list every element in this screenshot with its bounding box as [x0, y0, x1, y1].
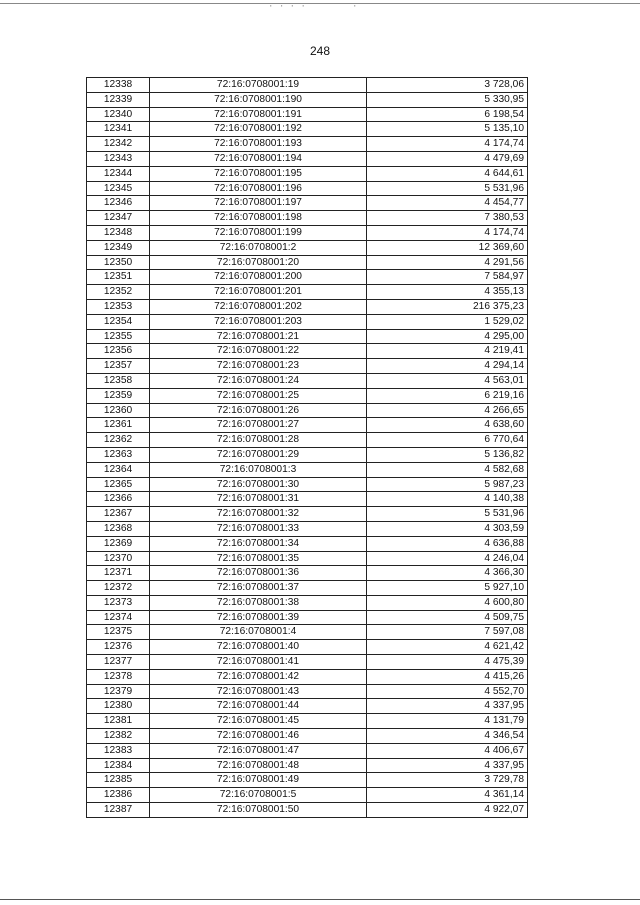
value-cell: 4 131,79 — [367, 714, 528, 729]
cadastral-number-cell: 72:16:0708001:47 — [150, 743, 367, 758]
value-cell: 4 475,39 — [367, 655, 528, 670]
scan-artifact-mark: · — [352, 2, 358, 12]
table-row — [87, 151, 528, 166]
record-number-cell: 12380 — [87, 699, 150, 714]
cadastral-number-cell: 72:16:0708001:3 — [150, 462, 367, 477]
record-number-cell: 12383 — [87, 743, 150, 758]
record-number-cell: 12376 — [87, 640, 150, 655]
record-number-cell: 12354 — [87, 314, 150, 329]
table-row — [87, 581, 528, 596]
value-cell: 6 219,16 — [367, 388, 528, 403]
table-row — [87, 314, 528, 329]
value-cell: 5 987,23 — [367, 477, 528, 492]
record-number-cell: 12345 — [87, 181, 150, 196]
cadastral-number-cell: 72:16:0708001:2 — [150, 240, 367, 255]
cadastral-number-cell: 72:16:0708001:198 — [150, 211, 367, 226]
record-number-cell: 12375 — [87, 625, 150, 640]
table-row — [87, 225, 528, 240]
value-cell: 4 174,74 — [367, 225, 528, 240]
cadastral-number-cell: 72:16:0708001:46 — [150, 729, 367, 744]
cadastral-number-cell: 72:16:0708001:49 — [150, 773, 367, 788]
cadastral-number-cell: 72:16:0708001:202 — [150, 299, 367, 314]
record-number-cell: 12338 — [87, 78, 150, 93]
value-cell: 4 638,60 — [367, 418, 528, 433]
record-number-cell: 12363 — [87, 447, 150, 462]
value-cell: 5 330,95 — [367, 92, 528, 107]
value-cell: 4 219,41 — [367, 344, 528, 359]
cadastral-number-cell: 72:16:0708001:38 — [150, 595, 367, 610]
cadastral-number-cell: 72:16:0708001:193 — [150, 137, 367, 152]
value-cell: 4 636,88 — [367, 536, 528, 551]
records-table-body — [87, 78, 528, 818]
value-cell: 4 582,68 — [367, 462, 528, 477]
record-number-cell: 12365 — [87, 477, 150, 492]
value-cell: 4 174,74 — [367, 137, 528, 152]
record-number-cell: 12357 — [87, 359, 150, 374]
record-number-cell: 12350 — [87, 255, 150, 270]
record-number-cell: 12349 — [87, 240, 150, 255]
value-cell: 4 337,95 — [367, 699, 528, 714]
cadastral-number-cell: 72:16:0708001:4 — [150, 625, 367, 640]
record-number-cell: 12368 — [87, 521, 150, 536]
record-number-cell: 12352 — [87, 285, 150, 300]
value-cell: 1 529,02 — [367, 314, 528, 329]
table-row — [87, 566, 528, 581]
table-row — [87, 433, 528, 448]
table-row — [87, 107, 528, 122]
value-cell: 4 294,14 — [367, 359, 528, 374]
record-number-cell: 12344 — [87, 166, 150, 181]
record-number-cell: 12347 — [87, 211, 150, 226]
cadastral-number-cell: 72:16:0708001:50 — [150, 803, 367, 818]
cadastral-number-cell: 72:16:0708001:27 — [150, 418, 367, 433]
cadastral-number-cell: 72:16:0708001:30 — [150, 477, 367, 492]
table-row — [87, 595, 528, 610]
value-cell: 6 198,54 — [367, 107, 528, 122]
table-row — [87, 551, 528, 566]
value-cell: 4 600,80 — [367, 595, 528, 610]
cadastral-number-cell: 72:16:0708001:28 — [150, 433, 367, 448]
record-number-cell: 12356 — [87, 344, 150, 359]
value-cell: 4 355,13 — [367, 285, 528, 300]
table-row — [87, 743, 528, 758]
cadastral-number-cell: 72:16:0708001:41 — [150, 655, 367, 670]
cadastral-number-cell: 72:16:0708001:34 — [150, 536, 367, 551]
table-row — [87, 255, 528, 270]
cadastral-number-cell: 72:16:0708001:19 — [150, 78, 367, 93]
table-row — [87, 403, 528, 418]
cadastral-number-cell: 72:16:0708001:26 — [150, 403, 367, 418]
record-number-cell: 12378 — [87, 669, 150, 684]
record-number-cell: 12340 — [87, 107, 150, 122]
value-cell: 7 380,53 — [367, 211, 528, 226]
table-row — [87, 521, 528, 536]
cadastral-number-cell: 72:16:0708001:33 — [150, 521, 367, 536]
table-row — [87, 211, 528, 226]
cadastral-number-cell: 72:16:0708001:201 — [150, 285, 367, 300]
cadastral-number-cell: 72:16:0708001:35 — [150, 551, 367, 566]
record-number-cell: 12377 — [87, 655, 150, 670]
table-row — [87, 669, 528, 684]
table-row — [87, 373, 528, 388]
record-number-cell: 12379 — [87, 684, 150, 699]
table-row — [87, 418, 528, 433]
record-number-cell: 12374 — [87, 610, 150, 625]
table-row — [87, 329, 528, 344]
table-row — [87, 447, 528, 462]
table-row — [87, 78, 528, 93]
table-row — [87, 477, 528, 492]
table-row — [87, 299, 528, 314]
table-row — [87, 196, 528, 211]
cadastral-number-cell: 72:16:0708001:37 — [150, 581, 367, 596]
value-cell: 4 291,56 — [367, 255, 528, 270]
value-cell: 4 361,14 — [367, 788, 528, 803]
cadastral-number-cell: 72:16:0708001:22 — [150, 344, 367, 359]
table-row — [87, 610, 528, 625]
table-row — [87, 344, 528, 359]
record-number-cell: 12339 — [87, 92, 150, 107]
cadastral-number-cell: 72:16:0708001:36 — [150, 566, 367, 581]
table-row — [87, 92, 528, 107]
value-cell: 5 531,96 — [367, 507, 528, 522]
value-cell: 5 927,10 — [367, 581, 528, 596]
record-number-cell: 12367 — [87, 507, 150, 522]
table-row — [87, 684, 528, 699]
scan-artifact-mark: · · · · — [268, 2, 306, 12]
value-cell: 4 644,61 — [367, 166, 528, 181]
record-number-cell: 12343 — [87, 151, 150, 166]
value-cell: 5 136,82 — [367, 447, 528, 462]
records-table — [86, 77, 528, 818]
record-number-cell: 12381 — [87, 714, 150, 729]
table-row — [87, 714, 528, 729]
record-number-cell: 12386 — [87, 788, 150, 803]
value-cell: 4 922,07 — [367, 803, 528, 818]
value-cell: 7 584,97 — [367, 270, 528, 285]
table-row — [87, 285, 528, 300]
table-row — [87, 699, 528, 714]
table-row — [87, 803, 528, 818]
cadastral-number-cell: 72:16:0708001:21 — [150, 329, 367, 344]
record-number-cell: 12369 — [87, 536, 150, 551]
value-cell: 4 479,69 — [367, 151, 528, 166]
value-cell: 12 369,60 — [367, 240, 528, 255]
value-cell: 4 266,65 — [367, 403, 528, 418]
cadastral-number-cell: 72:16:0708001:40 — [150, 640, 367, 655]
value-cell: 4 509,75 — [367, 610, 528, 625]
record-number-cell: 12384 — [87, 758, 150, 773]
table-row — [87, 788, 528, 803]
table-row — [87, 625, 528, 640]
cadastral-number-cell: 72:16:0708001:42 — [150, 669, 367, 684]
table-row — [87, 507, 528, 522]
record-number-cell: 12362 — [87, 433, 150, 448]
cadastral-number-cell: 72:16:0708001:24 — [150, 373, 367, 388]
table-row — [87, 181, 528, 196]
value-cell: 6 770,64 — [367, 433, 528, 448]
value-cell: 7 597,08 — [367, 625, 528, 640]
record-number-cell: 12355 — [87, 329, 150, 344]
table-row — [87, 240, 528, 255]
table-row — [87, 640, 528, 655]
value-cell: 4 621,42 — [367, 640, 528, 655]
record-number-cell: 12359 — [87, 388, 150, 403]
scan-top-edge — [0, 3, 640, 4]
record-number-cell: 12372 — [87, 581, 150, 596]
value-cell: 4 454,77 — [367, 196, 528, 211]
table-row — [87, 359, 528, 374]
record-number-cell: 12351 — [87, 270, 150, 285]
cadastral-number-cell: 72:16:0708001:25 — [150, 388, 367, 403]
cadastral-number-cell: 72:16:0708001:196 — [150, 181, 367, 196]
value-cell: 216 375,23 — [367, 299, 528, 314]
table-row — [87, 773, 528, 788]
cadastral-number-cell: 72:16:0708001:23 — [150, 359, 367, 374]
record-number-cell: 12382 — [87, 729, 150, 744]
value-cell: 4 406,67 — [367, 743, 528, 758]
cadastral-number-cell: 72:16:0708001:44 — [150, 699, 367, 714]
value-cell: 5 531,96 — [367, 181, 528, 196]
cadastral-number-cell: 72:16:0708001:5 — [150, 788, 367, 803]
cadastral-number-cell: 72:16:0708001:20 — [150, 255, 367, 270]
cadastral-number-cell: 72:16:0708001:194 — [150, 151, 367, 166]
table-row — [87, 270, 528, 285]
record-number-cell: 12341 — [87, 122, 150, 137]
cadastral-number-cell: 72:16:0708001:31 — [150, 492, 367, 507]
table-row — [87, 492, 528, 507]
cadastral-number-cell: 72:16:0708001:45 — [150, 714, 367, 729]
record-number-cell: 12385 — [87, 773, 150, 788]
table-row — [87, 655, 528, 670]
cadastral-number-cell: 72:16:0708001:29 — [150, 447, 367, 462]
page-number: 248 — [309, 44, 331, 58]
record-number-cell: 12346 — [87, 196, 150, 211]
value-cell: 4 337,95 — [367, 758, 528, 773]
cadastral-number-cell: 72:16:0708001:191 — [150, 107, 367, 122]
cadastral-number-cell: 72:16:0708001:203 — [150, 314, 367, 329]
cadastral-number-cell: 72:16:0708001:200 — [150, 270, 367, 285]
table-row — [87, 462, 528, 477]
cadastral-number-cell: 72:16:0708001:192 — [150, 122, 367, 137]
table-row — [87, 729, 528, 744]
value-cell: 4 303,59 — [367, 521, 528, 536]
value-cell: 3 729,78 — [367, 773, 528, 788]
record-number-cell: 12370 — [87, 551, 150, 566]
value-cell: 4 246,04 — [367, 551, 528, 566]
record-number-cell: 12364 — [87, 462, 150, 477]
cadastral-number-cell: 72:16:0708001:32 — [150, 507, 367, 522]
cadastral-number-cell: 72:16:0708001:195 — [150, 166, 367, 181]
record-number-cell: 12358 — [87, 373, 150, 388]
scan-bottom-edge — [0, 899, 640, 900]
value-cell: 4 346,54 — [367, 729, 528, 744]
table-row — [87, 388, 528, 403]
cadastral-number-cell: 72:16:0708001:43 — [150, 684, 367, 699]
value-cell: 5 135,10 — [367, 122, 528, 137]
record-number-cell: 12342 — [87, 137, 150, 152]
record-number-cell: 12387 — [87, 803, 150, 818]
value-cell: 4 366,30 — [367, 566, 528, 581]
cadastral-number-cell: 72:16:0708001:197 — [150, 196, 367, 211]
table-row — [87, 536, 528, 551]
record-number-cell: 12371 — [87, 566, 150, 581]
record-number-cell: 12361 — [87, 418, 150, 433]
cadastral-number-cell: 72:16:0708001:190 — [150, 92, 367, 107]
record-number-cell: 12373 — [87, 595, 150, 610]
cadastral-number-cell: 72:16:0708001:48 — [150, 758, 367, 773]
value-cell: 4 415,26 — [367, 669, 528, 684]
value-cell: 4 140,38 — [367, 492, 528, 507]
value-cell: 4 552,70 — [367, 684, 528, 699]
cadastral-number-cell: 72:16:0708001:199 — [150, 225, 367, 240]
value-cell: 3 728,06 — [367, 78, 528, 93]
table-row — [87, 758, 528, 773]
record-number-cell: 12353 — [87, 299, 150, 314]
cadastral-number-cell: 72:16:0708001:39 — [150, 610, 367, 625]
record-number-cell: 12360 — [87, 403, 150, 418]
record-number-cell: 12348 — [87, 225, 150, 240]
table-row — [87, 166, 528, 181]
value-cell: 4 295,00 — [367, 329, 528, 344]
table-row — [87, 137, 528, 152]
value-cell: 4 563,01 — [367, 373, 528, 388]
record-number-cell: 12366 — [87, 492, 150, 507]
table-row — [87, 122, 528, 137]
